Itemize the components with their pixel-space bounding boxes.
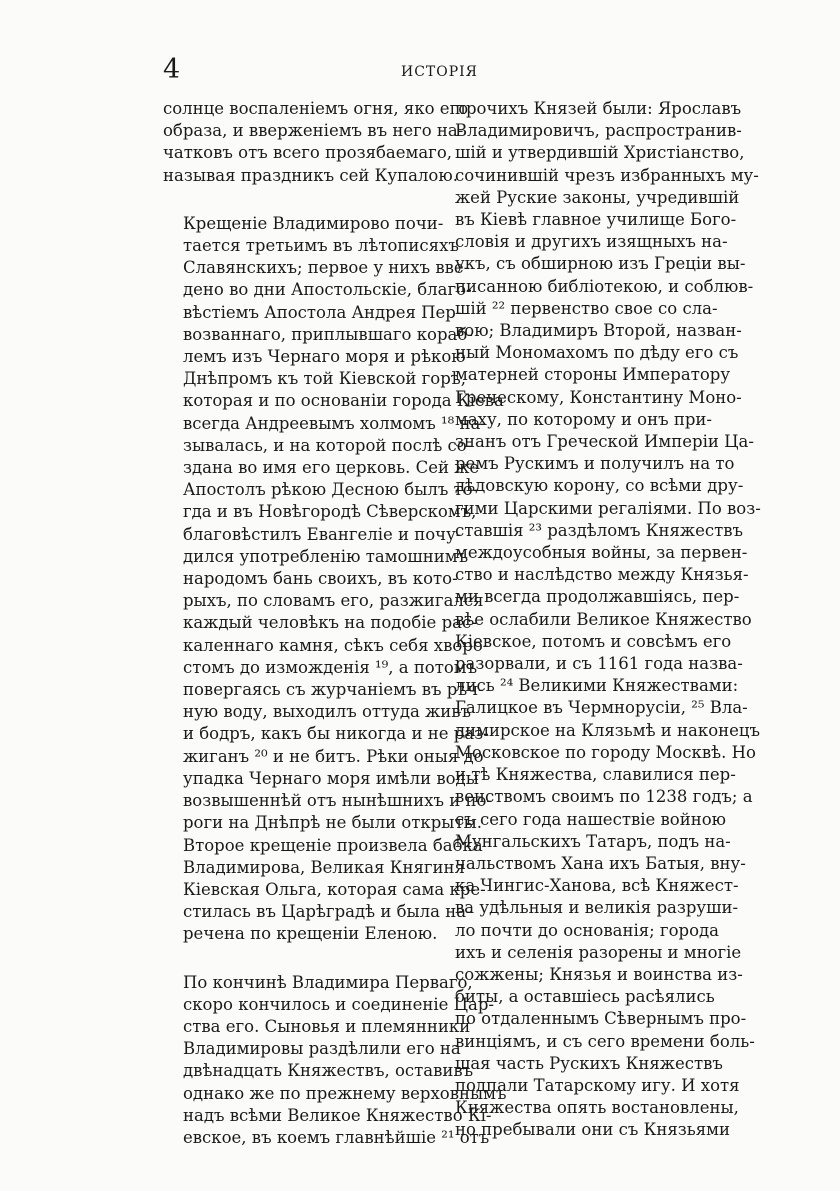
text-line: стомъ до изможденія ¹⁹, а потомъ: [183, 657, 478, 677]
text-line: солнце воспаленіемъ огня, яко его: [163, 99, 469, 118]
text-line: скоро кончилось и соединеніе Цар-: [183, 994, 495, 1014]
text-line: винціямъ, и съ сего времени боль-: [455, 1031, 755, 1051]
text-line: и бодръ, какъ бы никогда и не раз-: [183, 724, 489, 744]
text-line: сожжены; Князья и воинства из-: [455, 964, 743, 984]
text-line: роги на Днѣпрѣ не были открыты.: [183, 813, 482, 833]
text-line: дѣдовскую корону, со всѣми дру-: [455, 476, 744, 496]
text-line: Второе крещеніе произвела бабка: [183, 835, 483, 855]
text-line: словія и другихъ изящныхъ на-: [455, 232, 728, 252]
text-line: народомъ бань своихъ, въ кото-: [183, 569, 458, 589]
text-line: лемъ изъ Чернаго моря и рѣкою: [183, 347, 466, 367]
text-line: дился употребленію тамошнимъ: [183, 546, 469, 566]
text-line: повергаясь съ журчаніемъ въ рѣч-: [183, 680, 484, 700]
text-line: евское, въ коемъ главнѣйшіе ²¹ отъ: [183, 1127, 490, 1147]
text-line: чатковъ отъ всего прозябаемаго,: [163, 143, 453, 163]
text-line: по отдаленнымъ Сѣвернымъ про-: [455, 1009, 747, 1029]
text-line: возваннаго, приплывшаго кораб-: [183, 324, 473, 344]
text-line: возвышеннѣй отъ нынѣшнихъ и по-: [183, 791, 492, 811]
page-header: [163, 54, 663, 88]
text-line: ную воду, выходилъ оттуда живъ: [183, 702, 472, 722]
text-line: Московское по городу Москвѣ. Но: [455, 742, 756, 762]
text-line: междоусобныя войны, за первен-: [455, 543, 748, 563]
text-line: венствомъ своимъ по 1238 годъ; а: [455, 787, 753, 807]
text-line: которая и по основаніи города Кіева: [183, 391, 504, 411]
text-line: вѣстіемъ Апостола Андрея Пер-: [183, 302, 462, 322]
text-line: здана во имя его церковь. Сей же: [183, 458, 480, 478]
paragraph: [163, 98, 473, 187]
text-line: Крещеніе Владимирово почи-: [183, 213, 444, 233]
text-line: и тѣ Княжества, славилися пер-: [455, 765, 736, 785]
text-line: тается третьимъ въ лѣтописяхъ: [183, 236, 459, 256]
text-line: знанъ отъ Греческой Имперіи Ца-: [455, 432, 754, 452]
text-line: подпали Татарскому игу. И хотя: [455, 1075, 740, 1095]
text-line: дено во дни Апостольскіе, благо-: [183, 280, 472, 300]
text-line: ремъ Рускимъ и получилъ на то: [455, 454, 735, 474]
text-line: укъ, съ обширною изъ Греціи вы-: [455, 254, 746, 274]
text-line: Мунгальскихъ Татаръ, подъ на-: [455, 831, 731, 851]
text-line: съ сего года нашествіе войною: [455, 809, 727, 829]
text-line: стилась въ Царѣградѣ и была на-: [183, 902, 472, 922]
text-line: Кіевское, потомъ и совсѣмъ его: [455, 631, 732, 651]
text-line: надъ всѣми Великое Княжество Кі-: [183, 1105, 492, 1125]
text-line: димирское на Клязьмѣ и наконецъ: [455, 720, 760, 740]
text-line: гими Царскими регаліями. По воз-: [455, 498, 761, 518]
text-line: шій и утвердившій Христіанство,: [455, 143, 745, 163]
text-line: ми всегда продолжавшіясь, пер-: [455, 587, 740, 607]
text-line: прочихъ Князей были: Ярославъ: [455, 99, 742, 118]
text-line: лись ²⁴ Великими Княжествами:: [455, 676, 739, 696]
text-line: каждый человѣкъ на подобіе рас-: [183, 613, 477, 633]
paragraph: [163, 972, 507, 1150]
text-line: ка Чингис-Ханова, всѣ Княжест-: [455, 876, 739, 896]
text-line: Владимирова, Великая Княгиня: [183, 857, 465, 877]
text-line: упадка Чернаго моря имѣли воды: [183, 768, 479, 788]
text-line: въ Кіевѣ главное училище Бого-: [455, 210, 737, 230]
text-line: шій ²² первенство свое со сла-: [455, 298, 718, 318]
text-line: биты, а оставшіесь расѣялись: [455, 987, 715, 1007]
text-line: ства его. Сыновья и племянники: [183, 1016, 471, 1036]
text-line: Владимировы раздѣлили его на: [183, 1039, 461, 1059]
text-line: жиганъ ²⁰ и не битъ. Рѣки оныя до: [183, 746, 484, 766]
text-line: ство и наслѣдство между Князья-: [455, 565, 749, 585]
text-line: По кончинѣ Владимира Перваго,: [183, 972, 473, 992]
text-line: каленнаго камня, сѣкъ себя хворо-: [183, 635, 489, 655]
text-line: ихъ и селенія разорены и многіе: [455, 942, 742, 962]
page-number: 4: [163, 54, 181, 85]
text-line: благовѣстилъ Евангеліе и почу-: [183, 524, 462, 544]
text-line: речена по крещеніи Еленою.: [183, 924, 438, 944]
text-line: жей Руские законы, учредившій: [455, 187, 740, 207]
text-line: но пребывали они съ Князьями: [455, 1120, 730, 1140]
text-line: однако же по прежнему верховнымъ: [183, 1083, 507, 1103]
text-line: ставшія ²³ раздѣломъ Княжествъ: [455, 520, 744, 540]
text-line: вою; Владимиръ Второй, назван-: [455, 321, 742, 341]
text-line: ный Мономахомъ по дѣду его съ: [455, 343, 739, 363]
text-line: разорвали, и съ 1161 года назва-: [455, 654, 743, 674]
text-line: сочинившій чрезъ избранныхъ му-: [455, 165, 759, 185]
text-line: всегда Андреевымъ холмомъ ¹⁸ на-: [183, 413, 486, 433]
paragraph: [455, 98, 765, 1142]
text-line: образа, и вверженіемъ въ него на-: [163, 121, 464, 141]
text-line: вѣе ослабили Великое Княжество: [455, 609, 752, 629]
text-line: Славянскихъ; первое у нихъ вве-: [183, 258, 470, 278]
text-line: Галицкое въ Чермнорусіи, ²⁵ Вла-: [455, 698, 748, 718]
text-line: Княжества опять востановлены,: [455, 1098, 739, 1118]
paragraph: [163, 213, 504, 946]
text-line: Греческому, Константину Моно-: [455, 387, 742, 407]
text-line: зывалась, и на которой послѣ со-: [183, 435, 473, 455]
text-line: Кіевская Ольга, которая сама кре-: [183, 879, 486, 899]
text-line: рыхъ, по словамъ его, разжигался: [183, 591, 484, 611]
text-line: матерней стороны Императору: [455, 365, 731, 385]
text-line: двѣнадцать Княжествъ, оставивъ: [183, 1061, 474, 1081]
text-line: маху, по которому и онъ при-: [455, 409, 712, 429]
right-column: [455, 98, 765, 1168]
text-line: Владимировичъ, распространив-: [455, 121, 742, 141]
running-head: ИСТОРІЯ: [401, 64, 478, 80]
text-line: гда и въ Новѣгородѣ Сѣверскомъ,: [183, 502, 477, 522]
text-line: ва удѣльныя и великія разруши-: [455, 898, 739, 918]
text-line: чальствомъ Хана ихъ Батыя, вну-: [455, 853, 746, 873]
text-line: писанною библіотекою, и соблюв-: [455, 276, 754, 296]
text-line: Днѣпромъ къ той Кіевской горѣ,: [183, 369, 466, 389]
text-line: называя праздникъ сей Купалою.: [163, 165, 458, 185]
text-line: шая часть Рускихъ Княжествъ: [455, 1053, 723, 1073]
text-line: ло почти до основанія; города: [455, 920, 719, 940]
left-column: [163, 98, 507, 1175]
text-line: Апостолъ рѣкою Десною былъ то-: [183, 480, 479, 500]
